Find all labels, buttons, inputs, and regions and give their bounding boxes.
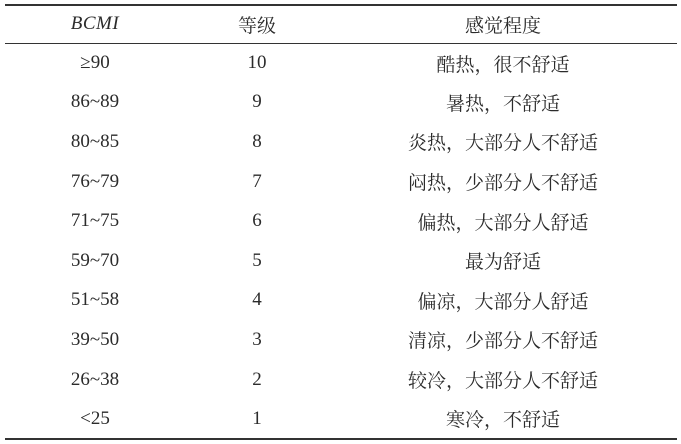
header-bcmi: BCMI xyxy=(5,5,185,43)
table-header xyxy=(5,5,677,43)
cell-level: 10 xyxy=(247,52,267,74)
cell-bcmi: ≥90 xyxy=(80,52,110,74)
cell-bcmi: 26~38 xyxy=(70,368,120,390)
table-row xyxy=(5,281,677,321)
cell-feeling: 暑热，不舒适 xyxy=(445,92,560,115)
cell-feeling: 偏热，大部分人舒适 xyxy=(417,211,589,234)
cell-level: 9 xyxy=(252,91,262,113)
header-level: 等级 xyxy=(185,5,329,43)
cell-bcmi: 51~58 xyxy=(70,289,120,311)
cell-bcmi: 80~85 xyxy=(70,130,120,152)
table-row xyxy=(5,201,677,241)
cell-feeling: 清凉，少部分人不舒适 xyxy=(407,330,598,353)
cell-bcmi: 71~75 xyxy=(70,210,120,232)
header-row xyxy=(5,5,677,43)
cell-bcmi: 39~50 xyxy=(70,328,120,350)
cell-feeling: 酷热，很不舒适 xyxy=(436,53,570,76)
cell-feeling: 最为舒适 xyxy=(464,251,541,274)
table-row xyxy=(5,399,677,439)
cell-bcmi: 59~70 xyxy=(70,249,120,271)
table-row xyxy=(5,320,677,360)
cell-level: 3 xyxy=(252,328,262,350)
cell-level: 6 xyxy=(252,210,262,232)
cell-bcmi: 76~79 xyxy=(70,170,120,192)
table-body xyxy=(5,43,677,439)
table-row xyxy=(5,241,677,281)
header-feeling: 感觉程度 xyxy=(329,5,677,43)
bcmi-comfort-table xyxy=(5,4,677,440)
cell-level: 5 xyxy=(252,249,262,271)
cell-level: 8 xyxy=(252,130,262,152)
cell-level: 2 xyxy=(252,368,262,390)
table-row xyxy=(5,43,677,83)
cell-bcmi: <25 xyxy=(5,399,185,439)
table-row xyxy=(5,122,677,162)
cell-level: 1 xyxy=(185,399,329,439)
cell-level: 4 xyxy=(252,289,262,311)
cell-feeling: 闷热，少部分人不舒适 xyxy=(407,172,598,195)
table-row xyxy=(5,83,677,123)
table-row xyxy=(5,162,677,202)
table-row xyxy=(5,360,677,400)
cell-feeling: 寒冷，不舒适 xyxy=(329,399,677,439)
cell-bcmi: 86~89 xyxy=(70,91,120,113)
cell-level: 7 xyxy=(252,170,262,192)
cell-feeling: 炎热，大部分人不舒适 xyxy=(407,132,598,155)
cell-feeling: 偏凉，大部分人舒适 xyxy=(417,290,589,313)
cell-feeling: 较冷，大部分人不舒适 xyxy=(407,370,598,393)
